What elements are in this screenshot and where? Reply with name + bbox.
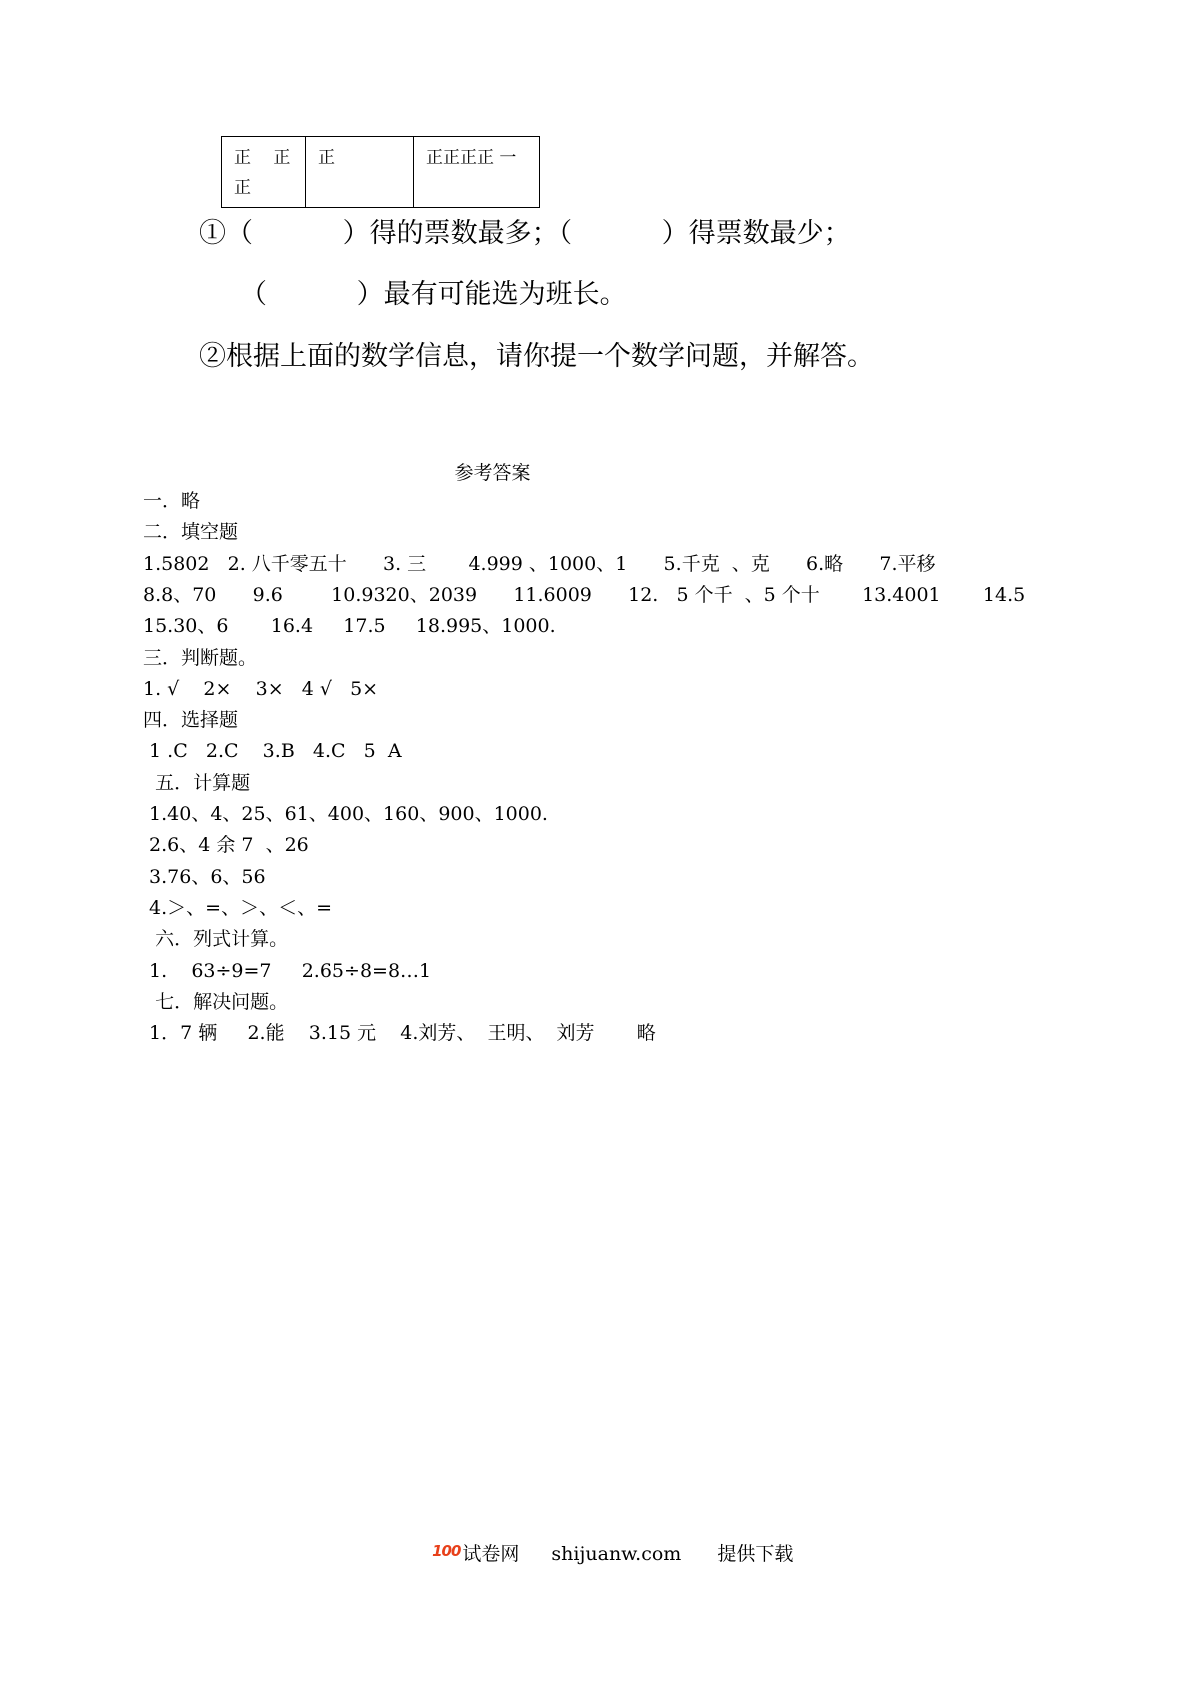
question-line-2: （ ）最有可能选为班长。: [240, 279, 627, 310]
answer-line: 8.8、70 9.6 10.9320、2039 11.6009 12. 5 个千 、5 个十 13.4001 14.5: [143, 583, 1026, 606]
site-name: 试卷网: [462, 1543, 520, 1565]
tally-table: [221, 136, 540, 208]
site-tagline: 提供下载: [717, 1543, 794, 1565]
answer-line: 1．7 辆 2.能 3.15 元 4.刘芳、 王明、 刘芳 略: [143, 1022, 656, 1045]
answer-line: 三．判断题。: [143, 646, 258, 669]
site-url: shijuanw.com: [551, 1543, 682, 1565]
tally-cell-1: [222, 137, 306, 208]
tally-row: [222, 137, 540, 208]
answer-line: 1.5802 2. 八千零五十 3. 三 4.999 、1000、1 5.千克 、克 6.略 7.平移: [143, 552, 936, 575]
answer-line: 2.6、4 余 7 、26: [143, 834, 309, 857]
answer-line: 六．列式计算。: [143, 928, 289, 951]
answer-line: 二．填空题: [143, 521, 239, 544]
answer-line: 四．选择题: [143, 709, 239, 732]
answer-line: 1. √ 2× 3× 4 √ 5×: [143, 677, 379, 700]
tally-cell-2: [306, 137, 414, 208]
site-logo: 100: [432, 1542, 461, 1560]
question-line-3: ②根据上面的数学信息，请你提一个数学问题，并解答。: [199, 341, 874, 372]
answer-line: 七．解决问题。: [143, 990, 289, 1013]
question-line-1: ①（ ）得的票数最多；（ ）得票数最少；: [199, 218, 851, 249]
answer-line: 1.40、4、25、61、400、160、900、1000.: [143, 803, 548, 825]
answer-line: 一．略: [143, 490, 201, 512]
tally-cell-2-text: 正: [318, 148, 335, 168]
tally-cell-3-text: 正正正正 一: [426, 148, 517, 168]
tally-cell-1-text: 正 正 正: [234, 148, 291, 198]
tally-cell-3: [414, 137, 540, 208]
answer-line: 五．计算题: [143, 771, 251, 794]
answer-line: 4.＞、=、＞、＜、=: [143, 896, 333, 919]
answer-line: 3.76、6、56: [143, 865, 266, 888]
answer-line: 1. 63÷9=7 2.65÷8=8…1: [143, 959, 432, 982]
page-footer: [420, 1526, 793, 1564]
answer-line: 15.30、6 16.4 17.5 18.995、1000.: [143, 615, 556, 638]
answers-title: 参考答案: [454, 462, 531, 484]
answer-line: 1 .C 2.C 3.B 4.C 5 A: [143, 740, 402, 763]
